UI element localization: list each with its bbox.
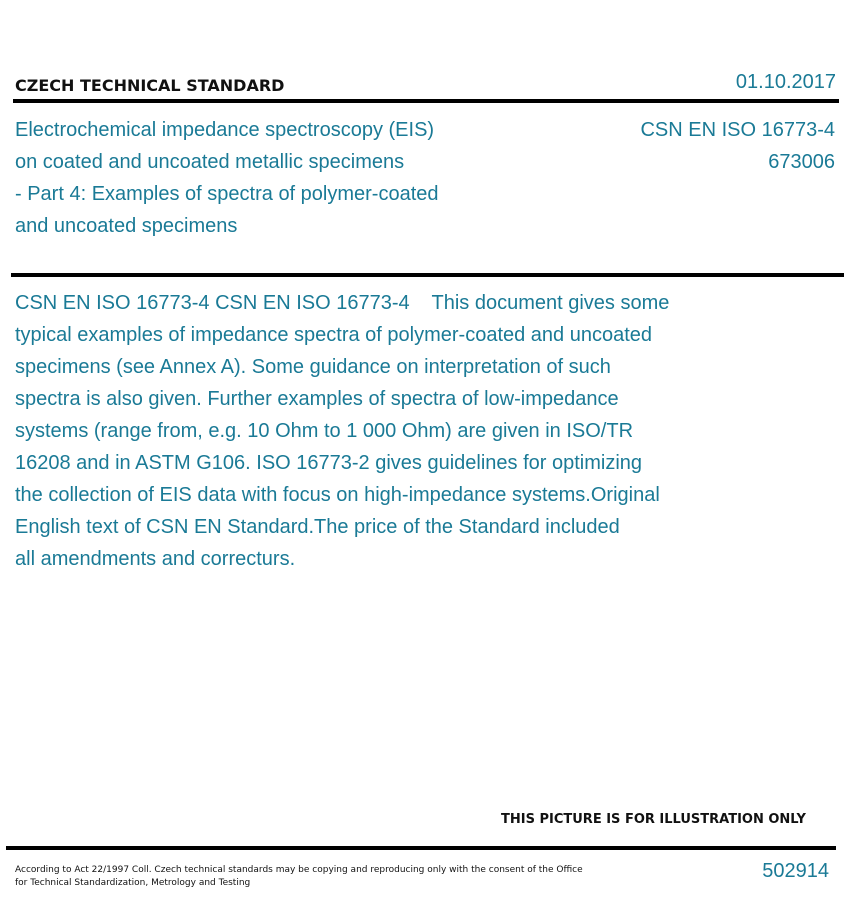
document-type-label: CZECH TECHNICAL STANDARD (15, 76, 285, 95)
title-line: Electrochemical impedance spectroscopy (EIS) (15, 119, 435, 141)
catalog-number: 502914 (762, 860, 829, 882)
legal-line: According to Act 22/1997 Coll. Czech technical standards may be copying and reproducing only with the consent of the Office (15, 865, 583, 875)
title-line: and uncoated specimens (15, 215, 238, 237)
title-line: - Part 4: Examples of spectra of polymer-coated (15, 183, 439, 205)
description-line: systems (range from, e.g. 10 Ohm to 1 000 Ohm) are given in ISO/TR (15, 420, 634, 442)
description-line: specimens (see Annex A). Some guidance on interpretation of such (15, 356, 611, 378)
document-description (15, 287, 735, 575)
description-line: CSN EN ISO 16773-4 CSN EN ISO 16773-4 This document gives some (15, 292, 670, 314)
description-line: 16208 and in ASTM G106. ISO 16773-2 gives guidelines for optimizing (15, 452, 643, 474)
standard-codes (640, 114, 835, 178)
standard-number: CSN EN ISO 16773-4 (640, 119, 835, 141)
legal-notice (15, 864, 595, 890)
title-line: on coated and uncoated metallic specimens (15, 151, 405, 173)
description-line: English text of CSN EN Standard.The price of the Standard included (15, 516, 620, 538)
description-line: typical examples of impedance spectra of polymer-coated and uncoated (15, 324, 653, 346)
standard-title (15, 114, 535, 242)
footer-divider (6, 846, 836, 850)
legal-line: for Technical Standardization, Metrology and Testing (15, 878, 251, 888)
description-line: spectra is also given. Further examples of spectra of low-impedance (15, 388, 619, 410)
description-line: all amendments and correcturs. (15, 548, 296, 570)
header-divider (13, 99, 839, 103)
publication-date: 01.10.2017 (735, 71, 836, 93)
catalog-class: 673006 (768, 151, 835, 173)
title-divider (11, 273, 844, 277)
description-line: the collection of EIS data with focus on high-impedance systems.Original (15, 484, 660, 506)
illustration-note: THIS PICTURE IS FOR ILLUSTRATION ONLY (501, 812, 806, 827)
